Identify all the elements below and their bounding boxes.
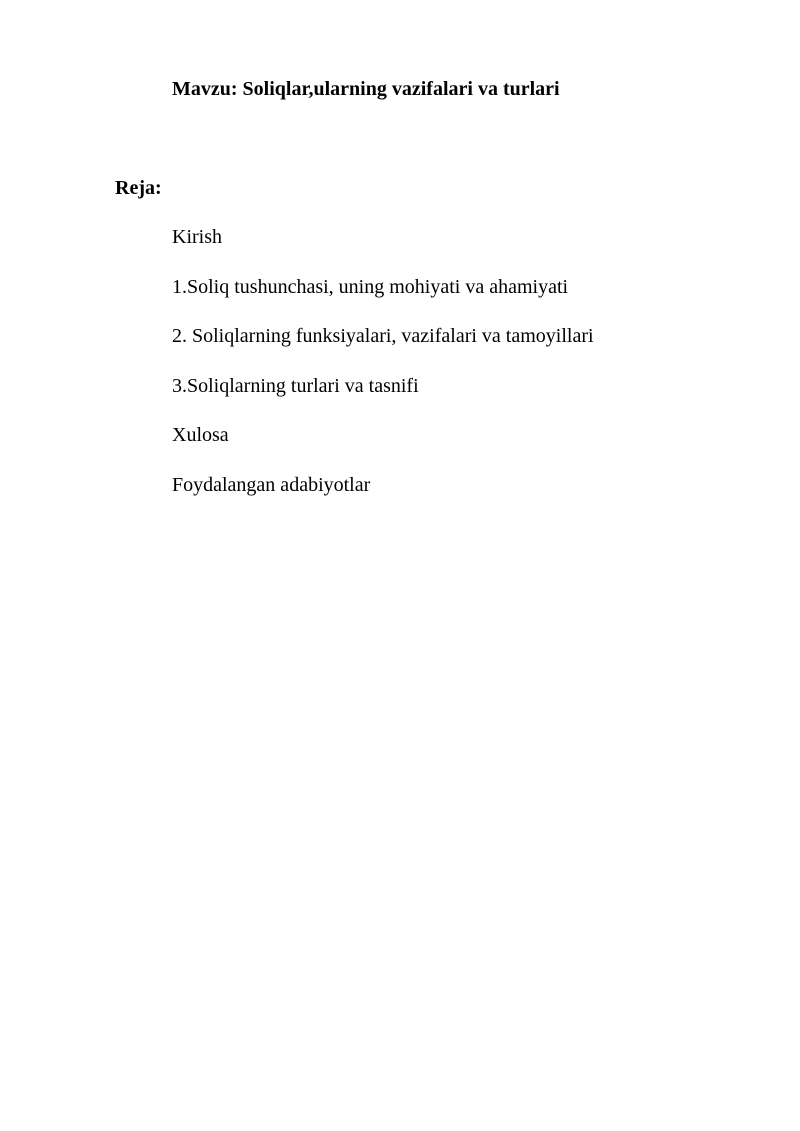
plan-item-intro: Kirish [172, 226, 222, 248]
plan-heading: Reja: [115, 177, 162, 199]
plan-item-references: Foydalangan adabiyotlar [172, 473, 371, 496]
plan-item-2: 2. Soliqlarning funksiyalari, vazifalari va tamoyillari [172, 325, 594, 348]
plan-item-conclusion: Xulosa [172, 424, 229, 447]
plan-list [172, 224, 594, 522]
document-title: Mavzu: Soliqlar,ularning vazifalari va turlari [172, 78, 560, 100]
plan-item-1: 1.Soliq tushunchasi, uning mohiyati va ahamiyati [172, 275, 569, 298]
plan-item-3: 3.Soliqlarning turlari va tasnifi [172, 374, 419, 397]
